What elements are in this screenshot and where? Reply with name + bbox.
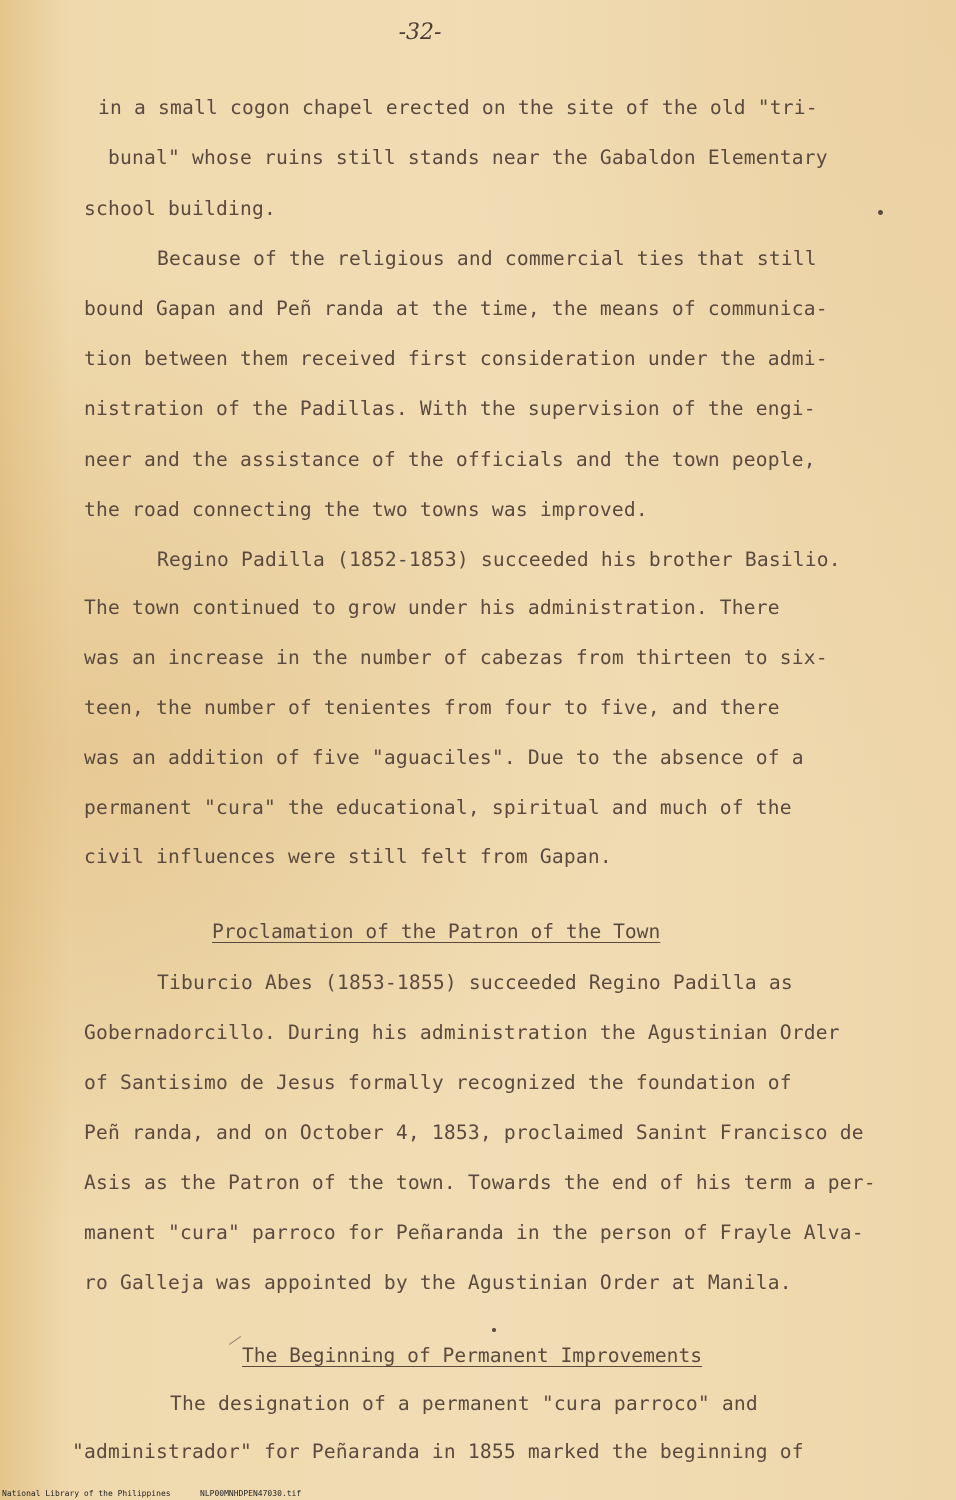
footer-library: National Library of the Philippines (2, 1489, 171, 1498)
text-line: permanent "cura" the educational, spiritual and much of the (84, 796, 792, 819)
pencil-tick (229, 1336, 241, 1345)
text-line: civil influences were still felt from Gapan. (84, 845, 612, 868)
ink-spot (492, 1328, 496, 1332)
section-heading: The Beginning of Permanent Improvements (242, 1344, 703, 1367)
text-line: ro Galleja was appointed by the Agustinian Order at Manila. (84, 1271, 792, 1294)
text-line: Regino Padilla (1852-1853) succeeded his brother Basilio. (157, 548, 841, 571)
text-line: The town continued to grow under his administration. There (84, 596, 780, 619)
text-line: teen, the number of tenientes from four to five, and there (84, 696, 780, 719)
text-line: nistration of the Padillas. With the supervision of the engi- (84, 397, 816, 420)
text-line: Asis as the Patron of the town. Towards the end of his term a per- (84, 1171, 876, 1194)
text-line: Tiburcio Abes (1853-1855) succeeded Regino Padilla as (157, 971, 793, 994)
scan-footer (0, 1488, 956, 1500)
section-heading: Proclamation of the Patron of the Town (212, 920, 661, 943)
text-line: the road connecting the two towns was improved. (84, 498, 648, 521)
text-line: manent "cura" parroco for Peñaranda in the person of Frayle Alva- (84, 1221, 864, 1244)
footer-file-id: NLP00MNHDPEN47030.tif (200, 1489, 302, 1498)
text-line: of Santisimo de Jesus formally recognized the foundation of (84, 1071, 792, 1094)
text-line: was an increase in the number of cabezas from thirteen to six- (84, 646, 828, 669)
text-line: Gobernadorcillo. During his administration the Agustinian Order (84, 1021, 840, 1044)
text-line: tion between them received first consideration under the admi- (84, 347, 828, 370)
text-line: bound Gapan and Peñ randa at the time, the means of communica- (84, 297, 828, 320)
text-line: in a small cogon chapel erected on the site of the old "tri- (98, 96, 818, 119)
ink-spot (878, 210, 883, 215)
text-line: Because of the religious and commercial ties that still (157, 247, 817, 270)
page-number: -32- (398, 20, 442, 45)
text-line: bunal" whose ruins still stands near the Gabaldon Elementary (108, 146, 828, 169)
text-line: Peñ randa, and on October 4, 1853, proclaimed Sanint Francisco de (84, 1121, 864, 1144)
text-line: The designation of a permanent "cura parroco" and (170, 1392, 758, 1415)
text-line: school building. (84, 197, 276, 220)
text-line: was an addition of five "aguaciles". Due to the absence of a (84, 746, 804, 769)
text-line: "administrador" for Peñaranda in 1855 marked the beginning of (72, 1440, 804, 1463)
text-line: neer and the assistance of the officials and the town people, (84, 448, 816, 471)
